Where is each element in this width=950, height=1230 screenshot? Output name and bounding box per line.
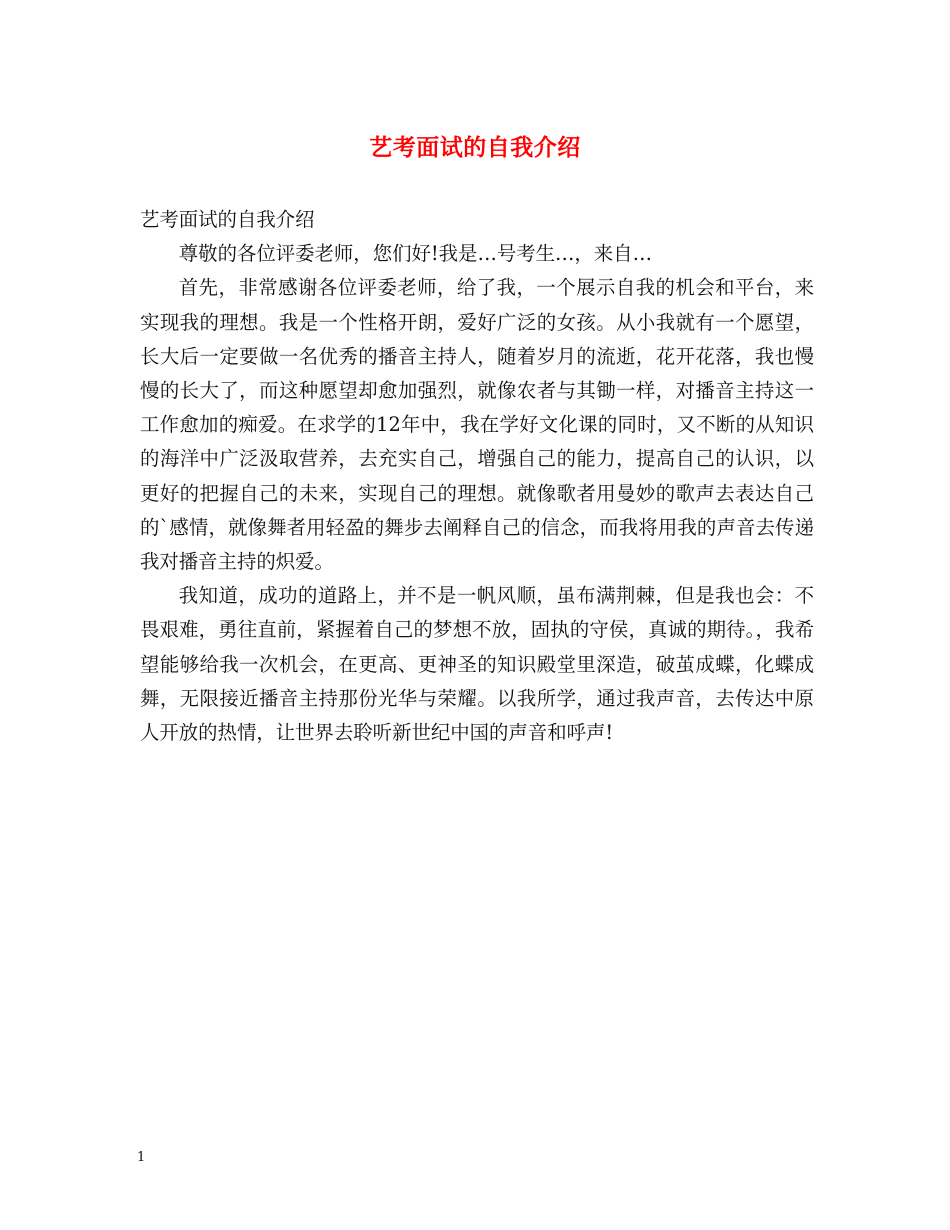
paragraph-greeting: 尊敬的各位评委老师，您们好!我是…号考生…，来自… (178, 242, 652, 266)
paragraph-closing: 我知道，成功的道路上，并不是一帆风顺，虽布满荆棘，但是我也会：不畏艰难，勇往直前，紧握着自己的梦想不放，固执的守侯，真诚的期待。，我希望能够给我一次机会，在更高、更神圣的知识殿堂里深造，破茧成蝶，化蝶成舞，无限接近播音主持那份光华与荣耀。以我所学，通过我声音，去传达中原人开放的热情，让世界去聆听新世纪中国的声音和呼声! (140, 584, 814, 745)
page-number: 1 (137, 1150, 146, 1165)
paragraph-main: 首先，非常感谢各位评委老师，给了我，一个展示自我的机会和平台，来实现我的理想。我是一个性格开朗，爱好广泛的女孩。从小我就有一个愿望，长大后一定要做一名优秀的播音主持人，随着岁月的流逝，花开花落，我也慢慢的长大了，而这种愿望却愈加强烈，就像农者与其锄一样，对播音主持这一工作愈加的痴爱。在求学的12年中，我在学好文化课的同时，又不断的从知识的海洋中广泛汲取营养，去充实自己，增强自己的能力，提高自己的认识，以更好的把握自己的未来，实现自己的理想。就像歌者用曼妙的歌声去表达自己的`感情，就像舞者用轻盈的舞步去阐释自己的信念，而我将用我的声音去传递我对播音主持的炽爱。 (140, 276, 814, 574)
document-body (140, 203, 814, 750)
body-heading: 艺考面试的自我介绍 (140, 208, 315, 231)
document-title: 艺考面试的自我介绍 (369, 134, 581, 161)
